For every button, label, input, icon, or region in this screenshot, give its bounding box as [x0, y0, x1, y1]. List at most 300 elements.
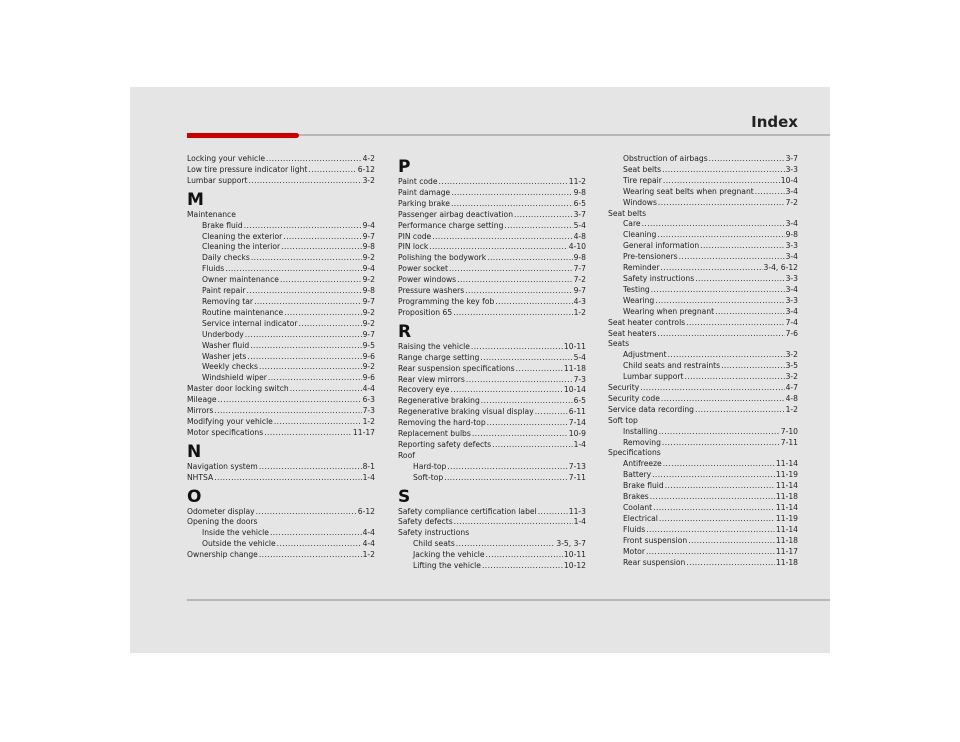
dot-leader [659, 427, 780, 438]
index-entry [187, 428, 375, 439]
entry-term: Jacking the vehicle [413, 550, 485, 560]
entry-page-ref: 11-18 [563, 363, 586, 373]
dot-leader [487, 418, 568, 429]
entry-page-ref: 6-11 [568, 407, 586, 417]
dot-leader [244, 221, 362, 232]
entry-term: Cleaning [623, 230, 657, 240]
index-subentry [187, 308, 375, 319]
entry-page-ref: 9-4 [362, 220, 375, 230]
index-subentry [608, 492, 798, 503]
index-subentry [608, 296, 798, 307]
index-subentry [608, 198, 798, 209]
entry-page-ref: 3-2 [362, 175, 375, 185]
entry-term: Lumbar support [623, 372, 684, 382]
entry-term: Power windows [398, 275, 457, 285]
index-entry [398, 286, 586, 297]
index-page [130, 87, 830, 653]
entry-term: Polishing the bodywork [398, 253, 487, 263]
dot-leader [653, 503, 775, 514]
index-heading: Soft top [608, 415, 638, 425]
dot-leader [466, 375, 573, 386]
index-heading: Seats [608, 339, 630, 349]
index-entry [608, 383, 798, 394]
entry-term: Safety defects [398, 517, 453, 527]
entry-page-ref: 10-11 [563, 341, 586, 351]
entry-term: Rear suspension specifications [398, 363, 515, 373]
index-subentry [608, 514, 798, 525]
index-entry [187, 550, 375, 561]
index-subentry [398, 550, 586, 561]
entry-page-ref: 4-3 [573, 296, 586, 306]
dot-leader [646, 525, 775, 536]
entry-term: Coolant [623, 503, 653, 512]
entry-term: Reminder [623, 263, 660, 273]
section-letter: O [187, 486, 202, 507]
entry-term: Obstruction of airbags [623, 154, 708, 163]
index-subentry [187, 264, 375, 275]
index-subentry [608, 230, 798, 241]
dot-leader [259, 462, 362, 473]
index-entry [187, 462, 375, 473]
index-entry [398, 188, 586, 199]
entry-term: Washer fluid [202, 340, 250, 350]
index-heading: Specifications [608, 448, 661, 458]
section-letter: R [398, 321, 412, 342]
entry-term: Removing the hard-top [398, 418, 486, 428]
entry-term: Removing tar [202, 296, 254, 306]
dot-leader [449, 264, 573, 275]
entry-term: Programming the key fob [398, 296, 495, 306]
entry-page-ref: 11-19 [775, 513, 798, 523]
dot-leader [657, 230, 784, 241]
dot-leader [444, 473, 568, 484]
entry-page-ref: 11-19 [775, 470, 798, 480]
entry-term: Parking brake [398, 198, 450, 208]
index-entry [187, 406, 375, 417]
dot-leader [248, 176, 361, 187]
entry-term: Ownership change [187, 550, 258, 560]
index-subentry [187, 253, 375, 264]
entry-page-ref: 11-14 [775, 481, 798, 491]
index-entry [398, 221, 586, 232]
entry-page-ref: 3-3 [785, 164, 798, 174]
entry-page-ref: 6-3 [362, 395, 375, 405]
entry-term: Proposition 65 [398, 307, 453, 317]
entry-term: Soft-top [413, 472, 444, 482]
entry-term: Rear suspension [623, 557, 686, 567]
dot-leader [277, 539, 362, 550]
entry-term: Motor [623, 546, 645, 556]
index-entry [398, 232, 586, 243]
index-entry [398, 275, 586, 286]
entry-term: Range charge setting [398, 352, 480, 362]
dot-leader [270, 528, 362, 539]
entry-page-ref: 7-11 [568, 472, 586, 482]
entry-page-ref: 11-17 [352, 427, 375, 437]
dot-leader [665, 481, 775, 492]
dot-leader [755, 187, 785, 198]
index-entry [187, 384, 375, 395]
section-letter: P [398, 157, 411, 177]
index-subentry [608, 525, 798, 536]
entry-page-ref: 4-7 [785, 383, 798, 393]
entry-term: Brake fluid [202, 220, 243, 230]
entry-term: Replacement bulbs [398, 429, 471, 439]
index-entry [398, 353, 586, 364]
entry-page-ref: 10-4 [780, 175, 798, 185]
entry-term: Installing [623, 426, 658, 436]
entry-term: Locking your vehicle [187, 154, 266, 163]
dot-leader [646, 547, 775, 558]
index-subentry [608, 219, 798, 230]
index-entry [398, 396, 586, 407]
dot-leader [535, 407, 568, 418]
index-subentry [398, 462, 586, 473]
dot-leader [439, 177, 568, 188]
dot-leader [283, 232, 361, 243]
dot-leader [668, 350, 785, 361]
dot-leader [250, 341, 361, 352]
section-letter: S [398, 486, 411, 507]
index-subentry [187, 341, 375, 352]
dot-leader [308, 165, 356, 176]
entry-page-ref: 9-8 [573, 187, 586, 197]
entry-page-ref: 11-17 [775, 546, 798, 556]
index-subentry [187, 373, 375, 384]
entry-page-ref: 11-18 [775, 557, 798, 567]
index-subentry [187, 362, 375, 373]
entry-term: Seat heater controls [608, 317, 686, 327]
entry-term: Wearing when pregnant [623, 306, 715, 316]
entry-page-ref: 1-4 [362, 472, 375, 482]
entry-page-ref: 6-5 [573, 198, 586, 208]
index-entry [398, 440, 586, 451]
entry-term: Security [608, 383, 640, 393]
dot-leader [686, 318, 784, 329]
entry-page-ref: 3-4 [785, 306, 798, 316]
index-subentry [608, 274, 798, 285]
entry-term: Reporting safety defects [398, 439, 492, 449]
index-column-1 [187, 154, 375, 561]
entry-term: Performance charge setting [398, 220, 504, 230]
entry-page-ref: 4-4 [362, 528, 375, 538]
index-entry [398, 253, 586, 264]
entry-page-ref: 9-6 [362, 373, 375, 383]
index-entry [608, 318, 798, 329]
entry-page-ref: 3-7 [785, 154, 798, 163]
entry-term: Care [623, 219, 641, 229]
entry-page-ref: 6-5 [573, 396, 586, 406]
entry-page-ref: 7-7 [573, 264, 586, 274]
dot-leader [651, 285, 785, 296]
dot-leader [657, 329, 784, 340]
entry-term: Mileage [187, 395, 217, 405]
entry-page-ref: 11-14 [775, 459, 798, 469]
entry-term: Paint repair [202, 286, 246, 296]
index-subentry [187, 297, 375, 308]
dot-leader [538, 507, 568, 518]
dot-leader [516, 364, 563, 375]
index-subentry [608, 165, 798, 176]
dot-leader [662, 438, 780, 449]
index-subentry [398, 539, 586, 550]
entry-page-ref: 4-4 [362, 539, 375, 549]
entry-page-ref: 9-4 [362, 264, 375, 274]
index-entry [398, 375, 586, 386]
dot-leader [679, 252, 785, 263]
entry-term: Passenger airbag deactivation [398, 209, 514, 219]
entry-term: Antifreeze [623, 459, 662, 469]
dot-leader [432, 232, 572, 243]
footer-rule [187, 599, 830, 601]
entry-term: Raising the vehicle [398, 341, 470, 351]
section-letter: N [187, 441, 202, 462]
index-entry [398, 308, 586, 319]
entry-term: Fluids [623, 524, 646, 534]
entry-page-ref: 11-18 [775, 492, 798, 502]
index-entry [608, 405, 798, 416]
entry-page-ref: 10-12 [563, 561, 586, 571]
dot-leader [686, 558, 775, 569]
dot-leader [247, 286, 362, 297]
dot-leader [640, 383, 784, 394]
entry-term: Underbody [202, 329, 244, 339]
entry-page-ref: 3-3 [785, 273, 798, 283]
entry-page-ref: 3-4 [785, 219, 798, 229]
dot-leader [256, 507, 357, 518]
dot-leader [259, 362, 362, 373]
index-column-3 [608, 154, 798, 568]
dot-leader [465, 286, 572, 297]
entry-page-ref: 11-14 [775, 524, 798, 534]
entry-page-ref: 3-2 [785, 350, 798, 360]
dot-leader [695, 274, 784, 285]
index-entry [187, 417, 375, 428]
entry-term: Brake fluid [623, 481, 664, 491]
entry-term: Child seats [413, 539, 455, 549]
entry-term: Wearing seat belts when pregnant [623, 186, 754, 196]
entry-term: Regenerative braking [398, 396, 480, 406]
index-subentry [608, 372, 798, 383]
dot-leader [663, 176, 780, 187]
entry-page-ref: 7-4 [785, 317, 798, 327]
dot-leader [487, 253, 572, 264]
index-subentry [398, 473, 586, 484]
entry-term: Weekly checks [202, 362, 259, 372]
index-subentry [398, 561, 586, 572]
entry-term: Odometer display [187, 506, 255, 516]
entry-page-ref: 7-11 [780, 437, 798, 447]
dot-leader [429, 242, 568, 253]
index-subentry [608, 481, 798, 492]
entry-term: Mirrors [187, 406, 214, 416]
entry-term: Electrical [623, 513, 658, 523]
index-subentry [187, 242, 375, 253]
dot-leader [480, 353, 572, 364]
entry-term: Fluids [202, 264, 225, 274]
index-subentry [608, 154, 798, 165]
dot-leader [652, 470, 775, 481]
dot-leader [486, 550, 563, 561]
entry-page-ref: 9-5 [362, 340, 375, 350]
dot-leader [514, 210, 573, 221]
index-subentry [608, 427, 798, 438]
entry-page-ref: 9-8 [573, 253, 586, 263]
entry-page-ref: 7-10 [780, 426, 798, 436]
header-accent-bar [187, 133, 299, 138]
entry-page-ref: 9-2 [362, 253, 375, 263]
dot-leader [447, 462, 567, 473]
dot-leader [721, 361, 785, 372]
entry-term: Modifying your vehicle [187, 416, 273, 426]
entry-page-ref: 9-2 [362, 275, 375, 285]
entry-term: Owner maintenance [202, 275, 279, 285]
index-entry [398, 177, 586, 188]
index-subentry [608, 350, 798, 361]
entry-term: Tire repair [623, 175, 662, 185]
entry-page-ref: 4-8 [785, 393, 798, 403]
entry-term: Rear view mirrors [398, 374, 465, 384]
index-entry [398, 517, 586, 528]
index-entry [398, 364, 586, 375]
dot-leader [264, 428, 352, 439]
entry-page-ref: 9-8 [362, 242, 375, 252]
dot-leader [457, 275, 572, 286]
index-subentry [187, 528, 375, 539]
entry-page-ref: 9-2 [362, 307, 375, 317]
entry-page-ref: 7-2 [785, 197, 798, 207]
dot-leader [259, 550, 362, 561]
dot-leader [709, 154, 785, 165]
entry-term: Pre-tensioners [623, 252, 678, 262]
entry-page-ref: 5-4 [573, 352, 586, 362]
entry-page-ref: 1-2 [573, 307, 586, 317]
entry-page-ref: 9-6 [362, 351, 375, 361]
entry-term: Power socket [398, 264, 448, 274]
entry-page-ref: 1-2 [785, 404, 798, 414]
dot-leader [688, 536, 775, 547]
index-heading: Safety instructions [398, 528, 470, 538]
entry-term: Lifting the vehicle [413, 561, 481, 571]
entry-page-ref: 3-3 [785, 295, 798, 305]
entry-term: Master door locking switch [187, 384, 289, 394]
entry-page-ref: 3-4, 6-12 [763, 263, 798, 273]
entry-term: Adjustment [623, 350, 667, 360]
index-heading: Roof [398, 450, 415, 460]
dot-leader [214, 406, 361, 417]
entry-page-ref: 6-12 [357, 164, 375, 174]
index-entry [187, 154, 375, 165]
index-entry [187, 395, 375, 406]
entry-term: Security code [608, 393, 660, 403]
dot-leader [659, 514, 775, 525]
entry-page-ref: 9-7 [362, 296, 375, 306]
entry-term: Service data recording [608, 404, 694, 414]
entry-page-ref: 9-8 [362, 286, 375, 296]
entry-term: Seat heaters [608, 328, 657, 338]
entry-page-ref: 3-2 [785, 372, 798, 382]
dot-leader [268, 373, 362, 384]
dot-leader [684, 372, 784, 383]
index-entry [608, 329, 798, 340]
dot-leader [715, 307, 784, 318]
entry-page-ref: 11-2 [568, 177, 586, 186]
entry-page-ref: 3-5 [785, 361, 798, 371]
entry-term: Windshield wiper [202, 373, 267, 383]
entry-page-ref: 10-9 [568, 429, 586, 439]
index-entry [398, 199, 586, 210]
index-entry [608, 394, 798, 405]
entry-page-ref: 7-13 [568, 461, 586, 471]
index-subentry [608, 503, 798, 514]
index-subentry [608, 536, 798, 547]
entry-page-ref: 9-2 [362, 318, 375, 328]
index-subentry [608, 176, 798, 187]
dot-leader [481, 396, 573, 407]
entry-term: Removing [623, 437, 661, 447]
entry-term: Regenerative braking visual display [398, 407, 534, 417]
entry-page-ref: 9-7 [362, 231, 375, 241]
entry-page-ref: 9-2 [362, 362, 375, 372]
entry-page-ref: 4-4 [362, 384, 375, 394]
dot-leader [450, 385, 562, 396]
entry-term: Navigation system [187, 461, 258, 471]
entry-page-ref: 1-2 [362, 550, 375, 560]
index-entry [398, 210, 586, 221]
index-heading: Seat belts [608, 208, 647, 218]
index-subentry [187, 330, 375, 341]
entry-page-ref: 3-4 [785, 186, 798, 196]
entry-page-ref: 4-8 [573, 231, 586, 241]
index-entry [187, 165, 375, 176]
dot-leader [504, 221, 572, 232]
dot-leader [214, 473, 361, 484]
dot-leader [658, 198, 785, 209]
entry-page-ref: 4-2 [362, 154, 375, 163]
index-subentry [187, 275, 375, 286]
entry-term: Routine maintenance [202, 307, 284, 317]
entry-page-ref: 10-11 [563, 550, 586, 560]
entry-page-ref: 7-3 [362, 406, 375, 416]
entry-term: Paint code [398, 177, 438, 186]
index-entry [398, 507, 586, 518]
entry-page-ref: 7-2 [573, 275, 586, 285]
entry-term: Recovery eye [398, 385, 450, 395]
entry-term: Front suspension [623, 535, 688, 545]
section-letter: M [187, 189, 204, 210]
index-subentry [608, 361, 798, 372]
entry-page-ref: 3-4 [785, 284, 798, 294]
entry-term: Cleaning the interior [202, 242, 281, 252]
dot-leader [298, 319, 361, 330]
dot-leader [661, 263, 763, 274]
index-subentry [608, 470, 798, 481]
dot-leader [451, 199, 573, 210]
entry-page-ref: 3-5, 3-7 [556, 539, 586, 549]
index-entry [187, 473, 375, 484]
dot-leader [451, 188, 572, 199]
entry-term: Safety compliance certification label [398, 506, 537, 516]
entry-term: Brakes [623, 492, 649, 502]
entry-page-ref: 7-14 [568, 418, 586, 428]
dot-leader [650, 492, 775, 503]
index-heading: Opening the doors [187, 517, 258, 527]
index-subentry [187, 221, 375, 232]
index-entry [398, 429, 586, 440]
entry-page-ref: 9-7 [573, 286, 586, 296]
dot-leader [663, 459, 775, 470]
entry-page-ref: 11-3 [568, 506, 586, 516]
